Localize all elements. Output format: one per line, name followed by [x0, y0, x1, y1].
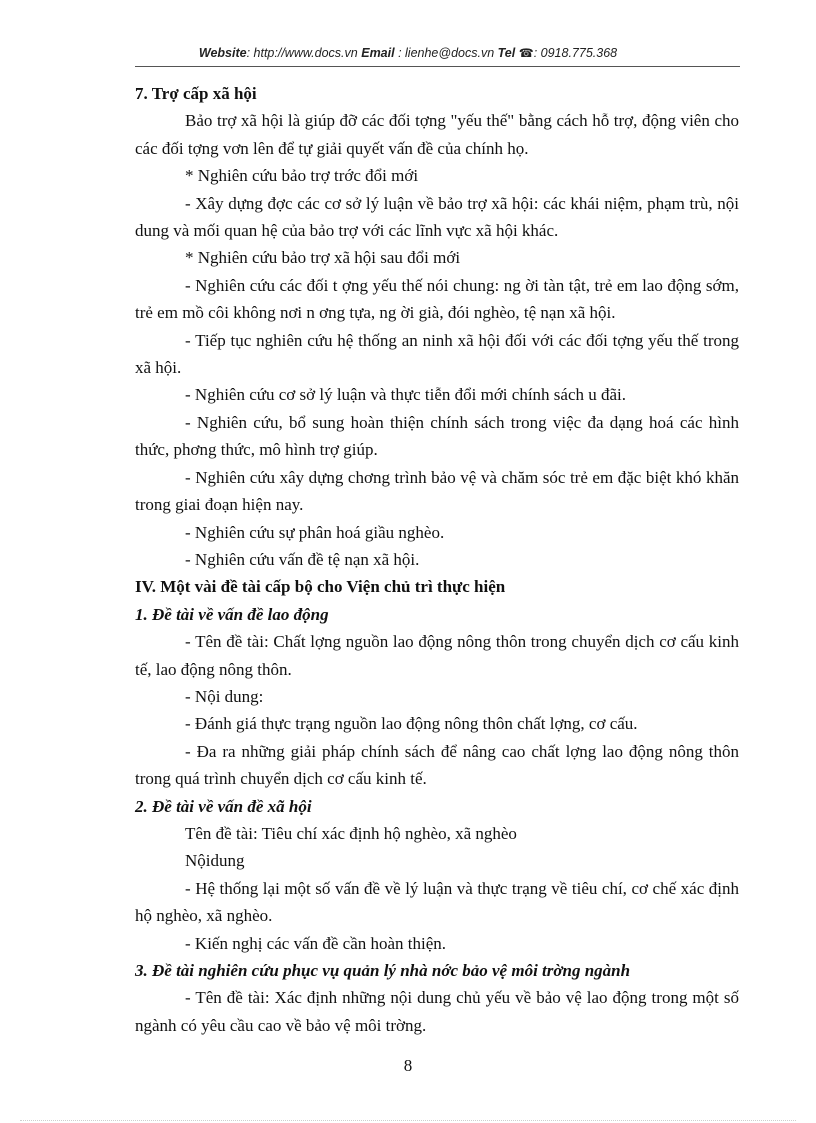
paragraph: - Nội dung: [185, 686, 264, 706]
tel-label: Tel [497, 46, 516, 60]
paragraph: - Đa ra những giải pháp chính sách để nâng cao chất lợng lao động nông thôn trong quá trình chuyển dịch cơ cấu kinh tế. [135, 741, 739, 789]
page-number: 8 [403, 1056, 413, 1075]
paragraph: Tên đề tài: Tiêu chí xác định hộ nghèo, xã nghèo [185, 823, 517, 843]
tel-value: : 0918.775.368 [533, 46, 618, 60]
email-value[interactable]: : lienhe@docs.vn [398, 46, 495, 60]
page-header [0, 46, 816, 60]
page-bottom-divider [20, 1120, 796, 1121]
paragraph: * Nghiên cứu bảo trợ trớc đổi mới [185, 166, 419, 186]
section-heading: IV. Một vài đề tài cấp bộ cho Viện chủ trì thực hiện [135, 577, 506, 597]
paragraph: Bảo trợ xã hội là giúp đỡ các đối tợng "yếu thế" bằng cách hỗ trợ, động viên cho các đối tợng vơn lên để tự giải quyết vấn đề của chính họ. [135, 111, 739, 158]
paragraph: - Nghiên cứu cơ sở lý luận và thực tiễn đổi mới chính sách u đãi. [185, 385, 627, 405]
paragraph: - Nghiên cứu vấn đề tệ nạn xã hội. [185, 549, 420, 569]
website-value[interactable]: : http://www.docs.vn [246, 46, 358, 60]
paragraph: - Tên đề tài: Xác định những nội dung chủ yếu về bảo vệ lao động trong một số ngành có yêu cầu cao về bảo vệ môi trờng. [135, 988, 739, 1035]
paragraph: Nộidung [185, 851, 245, 871]
paragraph: - Nghiên cứu sự phân hoá giầu nghèo. [185, 522, 445, 542]
paragraph: - Kiến nghị các vấn đề cần hoàn thiện. [185, 933, 447, 953]
paragraph: - Xây dựng đợc các cơ sở lý luận về bảo trợ xã hội: các khái niệm, phạm trù, nội dung và mối quan hệ của bảo trợ với các lĩnh vực xã hội khác. [135, 193, 739, 241]
paragraph: - Hệ thống lại một số vấn đề về lý luận và thực trạng về tiêu chí, cơ chế xác định hộ nghèo, xã nghèo. [135, 878, 739, 926]
paragraph: - Đánh giá thực trạng nguồn lao động nông thôn chất lợng, cơ cấu. [185, 714, 638, 734]
email-label: Email [361, 46, 395, 60]
header-divider [135, 66, 740, 67]
paragraph: - Tên đề tài: Chất lợng nguồn lao động nông thôn trong chuyển dịch cơ cấu kinh tế, lao động nông thôn. [135, 632, 739, 679]
paragraph: * Nghiên cứu bảo trợ xã hội sau đổi mới [185, 248, 461, 268]
paragraph: - Tiếp tục nghiên cứu hệ thống an ninh xã hội đối với các đối tợng yếu thế trong xã hội. [135, 330, 739, 378]
website-label: Website [198, 46, 247, 60]
document-body [135, 80, 739, 1039]
section-heading: 7. Trợ cấp xã hội [135, 84, 257, 103]
paragraph: - Nghiên cứu xây dựng chơng trình bảo vệ và chăm sóc trẻ em đặc biệt khó khăn trong giai đoạn hiện nay. [135, 467, 739, 515]
subsection-heading: 3. Đề tài nghiên cứu phục vụ quản lý nhà nớc bảo vệ môi trờng ngành [135, 961, 631, 980]
paragraph: - Nghiên cứu, bổ sung hoàn thiện chính sách trong việc đa dạng hoá các hình thức, phơng thức, mô hình trợ giúp. [135, 412, 739, 460]
subsection-heading: 1. Đề tài về vấn đề lao động [135, 604, 329, 624]
subsection-heading: 2. Đề tài về vấn đề xã hội [135, 796, 312, 816]
paragraph: - Nghiên cứu các đối t ợng yếu thế nói chung: ng ời tàn tật, trẻ em lao động sớm, trẻ em mồ côi không nơi n ơng tựa, ng ời già, đói nghèo, tệ nạn xã hội. [135, 275, 739, 323]
phone-icon: ☎ [518, 46, 534, 60]
